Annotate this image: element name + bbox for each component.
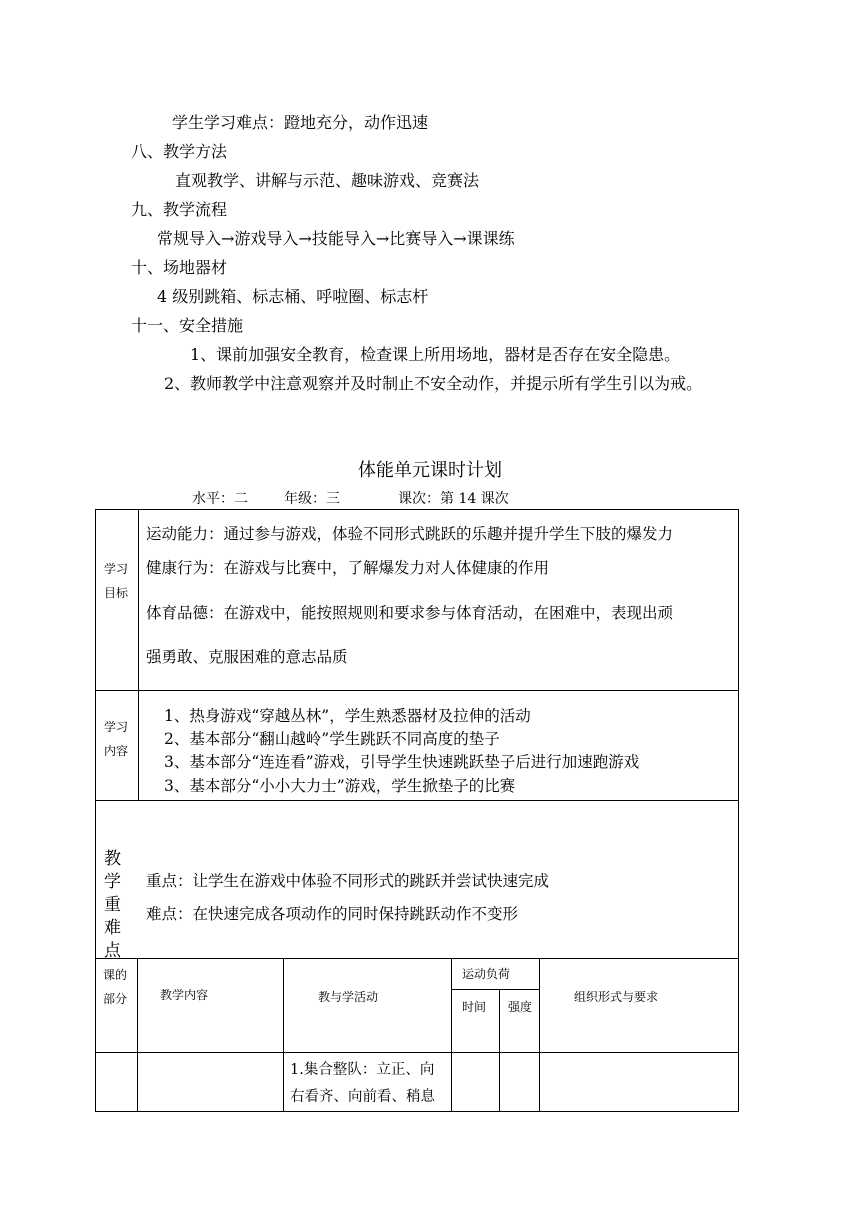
header-part-1: 课的: [103, 968, 128, 982]
column-divider: [499, 989, 500, 1112]
section-9-heading: 九、教学流程: [131, 200, 228, 219]
label-column-divider: [138, 509, 139, 800]
section-10-heading: 十、场地器材: [131, 258, 228, 277]
row-divider: [95, 1052, 739, 1053]
content-item-2: 2、基本部分“翻山越岭”学生跳跃不同高度的垫子: [164, 730, 500, 748]
lesson-plan-table: [95, 509, 739, 1112]
keypoint-label-char: 教: [104, 849, 121, 869]
plan-lesson: 课次：第 14 课次: [398, 491, 509, 507]
keypoint-label-char: 重: [104, 895, 121, 915]
section-11-item-2: 2、教师教学中注意观察并及时制止不安全动作，并提示所有学生引以为戒。: [164, 374, 703, 393]
content-label-2: 内容: [104, 744, 129, 758]
column-divider: [137, 958, 138, 1112]
plan-grade: 年级：三: [284, 491, 340, 507]
row-divider: [95, 958, 739, 959]
goal-motor: 运动能力：通过参与游戏，体验不同形式跳跃的乐趣并提升学生下肢的爆发力: [146, 525, 674, 543]
key-point-text: 重点：让学生在游戏中体验不同形式的跳跃并尝试快速完成: [146, 872, 550, 890]
row1-activity-1: 1.集合整队：立正、向: [290, 1062, 435, 1078]
section-11-item-1: 1、课前加强安全教育，检查课上所用场地，器材是否存在安全隐患。: [190, 345, 681, 364]
section-8-heading: 八、教学方法: [131, 142, 228, 161]
column-divider: [283, 958, 284, 1112]
column-divider: [539, 958, 540, 1112]
goals-label-2: 目标: [104, 586, 129, 600]
section-8-text: 直观教学、讲解与示范、趣味游戏、竞赛法: [175, 171, 480, 190]
plan-level: 水平：二: [192, 491, 248, 507]
section-10-text: 4 级别跳箱、标志桶、呼啦圈、标志杆: [157, 287, 429, 306]
header-intensity: 强度: [508, 1000, 533, 1014]
header-content: 教学内容: [160, 988, 209, 1002]
header-load: 运动负荷: [462, 967, 511, 981]
content-item-1: 1、热身游戏“穿越丛林”，学生熟悉器材及拉伸的活动: [164, 707, 531, 725]
plan-title: 体能单元课时计划: [358, 460, 502, 481]
header-time: 时间: [462, 1000, 487, 1014]
section-11-heading: 十一、安全措施: [131, 316, 244, 335]
keypoint-label-char: 难: [104, 918, 121, 938]
row1-activity-2: 右看齐、向前看、稍息: [290, 1089, 435, 1105]
goal-health: 健康行为：在游戏与比赛中，了解爆发力对人体健康的作用: [146, 559, 550, 577]
keypoint-label-char: 学: [104, 872, 121, 892]
content-item-4: 3、基本部分“小小大力士”游戏，学生掀垫子的比赛: [164, 777, 516, 795]
goal-morality-1: 体育品德：在游戏中，能按照规则和要求参与体育活动，在困难中，表现出顽: [146, 604, 674, 622]
header-part-2: 部分: [103, 992, 128, 1006]
keypoint-label-char: 点: [104, 941, 121, 961]
difficulty-line: 学生学习难点：蹬地充分，动作迅速: [172, 113, 429, 132]
column-divider: [451, 958, 452, 1112]
header-org: 组织形式与要求: [574, 990, 659, 1004]
load-divider: [451, 989, 539, 990]
difficulty-text: 难点：在快速完成各项动作的同时保持跳跃动作不变形: [146, 905, 519, 923]
row-divider: [95, 690, 739, 691]
header-activity: 教与学活动: [318, 990, 379, 1004]
goal-morality-2: 强勇敢、克服困难的意志品质: [146, 648, 348, 666]
content-label-1: 学习: [104, 720, 129, 734]
section-9-text: 常规导入→游戏导入→技能导入→比赛导入→课课练: [157, 229, 515, 248]
row-divider: [95, 800, 739, 801]
goals-label-1: 学习: [104, 562, 129, 576]
content-item-3: 3、基本部分“连连看”游戏，引导学生快速跳跃垫子后进行加速跑游戏: [164, 753, 640, 771]
